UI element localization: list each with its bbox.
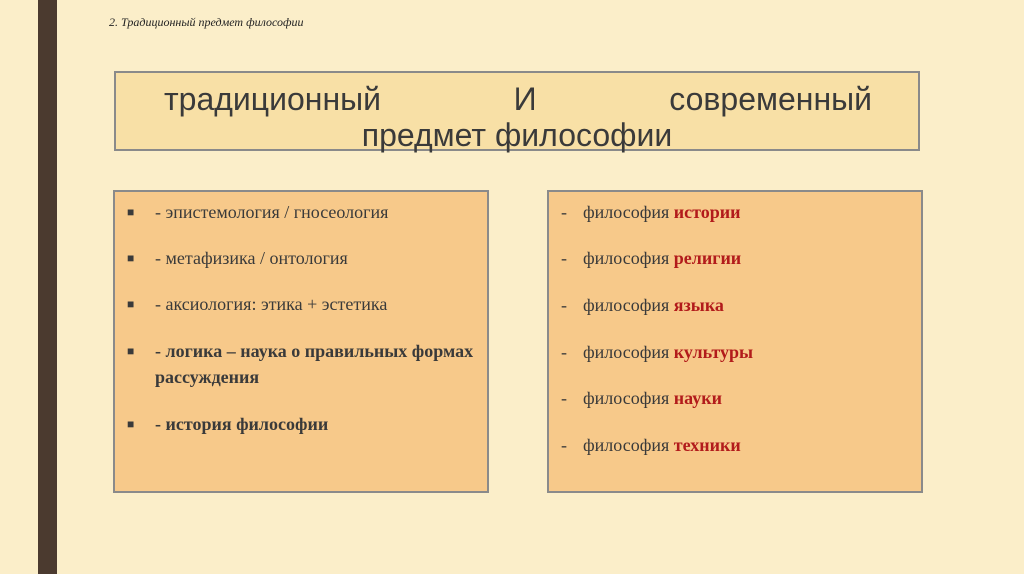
list-item: ■ - метафизика / онтология [127,245,475,271]
bullet-square-icon: ■ [127,297,135,311]
list-item: ■ - эпистемология / гносеология [127,199,475,225]
title-box [114,71,920,151]
title-line-1 [164,81,872,118]
left-accent-bar [38,0,57,574]
list-item: ■ - история философии [127,411,475,437]
list-item: ■ - логика – наука о правильных формах рассуждения [127,338,475,390]
bullet-square-icon: ■ [127,344,135,358]
title-word-and: И [513,81,537,117]
list-item: - философия техники [561,435,741,455]
title-word-modern: современный [669,81,872,117]
list-item: - философия науки [561,388,722,408]
topic-label: науки [673,388,722,408]
traditional-subjects-panel [113,190,489,493]
bullet-square-icon: ■ [127,251,135,265]
modern-subjects-panel [547,190,923,493]
title-line-2: предмет философии [361,117,673,153]
list-item: - философия религии [561,248,742,268]
topic-label: истории [673,202,741,222]
title-word-traditional: традиционный [164,81,382,117]
topic-label: культуры [673,342,754,362]
list-item: - философия языка [561,295,724,315]
topic-label: языка [673,295,724,315]
topic-label: техники [673,435,741,455]
slide-caption: 2. Традиционный предмет философии [109,15,304,29]
list-item: ■ - аксиология: этика + эстетика [127,291,475,317]
topic-label: религии [673,248,742,268]
bullet-square-icon: ■ [127,205,135,219]
list-item: - философия истории [561,202,741,222]
bullet-square-icon: ■ [127,417,135,431]
list-item: - философия культуры [561,342,754,362]
